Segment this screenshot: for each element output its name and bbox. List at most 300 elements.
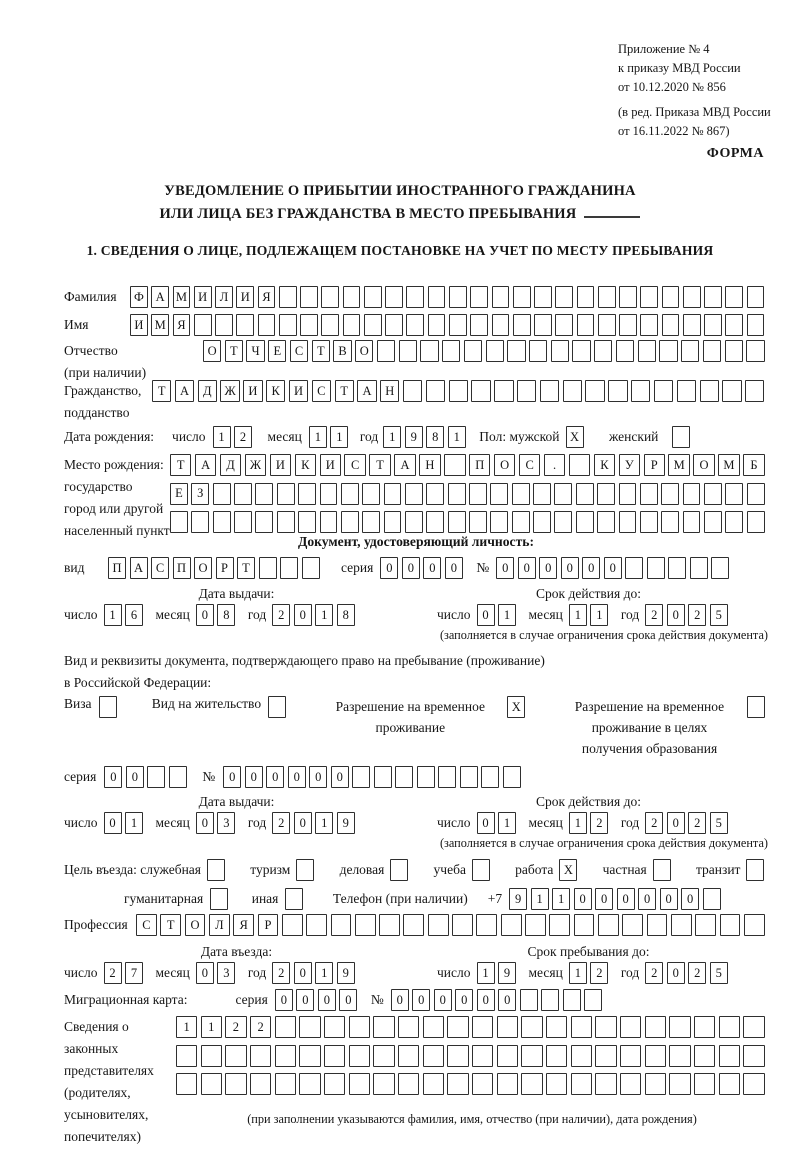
form-cell[interactable]: [694, 1016, 715, 1038]
form-cell[interactable]: [597, 511, 615, 533]
purpose-official-checkbox[interactable]: [207, 859, 229, 881]
form-cell[interactable]: 0: [294, 962, 312, 984]
form-cell[interactable]: 0: [423, 557, 441, 579]
form-cell[interactable]: [620, 1073, 641, 1095]
form-cell[interactable]: И: [270, 454, 291, 476]
form-cell[interactable]: [215, 314, 233, 336]
form-cell[interactable]: [300, 314, 318, 336]
form-cell[interactable]: [398, 1045, 419, 1067]
permit-issue-year-field[interactable]: [272, 812, 358, 834]
form-cell[interactable]: [490, 483, 508, 505]
form-cell[interactable]: 0: [309, 766, 327, 788]
form-cell[interactable]: О: [494, 454, 515, 476]
form-cell[interactable]: [744, 914, 765, 936]
residence-permit-checkbox[interactable]: [268, 696, 290, 718]
form-cell[interactable]: [449, 314, 467, 336]
form-cell[interactable]: 0: [496, 557, 514, 579]
form-cell[interactable]: 0: [604, 557, 622, 579]
form-cell[interactable]: [662, 286, 680, 308]
form-cell[interactable]: [384, 511, 402, 533]
guardians-field-2[interactable]: [176, 1045, 768, 1067]
form-cell[interactable]: 0: [196, 812, 214, 834]
patronymic-field[interactable]: [203, 340, 768, 362]
form-cell[interactable]: Р: [216, 557, 234, 579]
form-cell[interactable]: 2: [688, 812, 706, 834]
form-cell[interactable]: [225, 1045, 246, 1067]
form-cell[interactable]: 0: [667, 962, 685, 984]
form-cell[interactable]: 0: [196, 962, 214, 984]
form-cell[interactable]: [513, 286, 531, 308]
form-cell[interactable]: 3: [217, 812, 235, 834]
form-cell[interactable]: X: [507, 696, 525, 718]
form-cell[interactable]: 1: [315, 604, 333, 626]
form-cell[interactable]: 0: [294, 812, 312, 834]
form-cell[interactable]: [747, 483, 765, 505]
form-cell[interactable]: 0: [434, 989, 452, 1011]
form-cell[interactable]: 0: [339, 989, 357, 1011]
form-cell[interactable]: [442, 340, 460, 362]
form-cell[interactable]: М: [718, 454, 739, 476]
form-cell[interactable]: П: [108, 557, 126, 579]
form-cell[interactable]: [551, 340, 569, 362]
form-cell[interactable]: .: [544, 454, 565, 476]
form-cell[interactable]: [645, 1016, 666, 1038]
form-cell[interactable]: 0: [498, 989, 516, 1011]
form-cell[interactable]: [571, 1016, 592, 1038]
form-cell[interactable]: [364, 286, 382, 308]
form-cell[interactable]: [681, 340, 699, 362]
form-cell[interactable]: [385, 314, 403, 336]
purpose-transit-checkbox[interactable]: [746, 859, 768, 881]
form-cell[interactable]: [640, 314, 658, 336]
form-cell[interactable]: [620, 1016, 641, 1038]
form-cell[interactable]: [438, 766, 456, 788]
surname-field[interactable]: [130, 286, 768, 308]
form-cell[interactable]: [725, 340, 743, 362]
form-cell[interactable]: [213, 511, 231, 533]
form-cell[interactable]: [719, 1073, 740, 1095]
form-cell[interactable]: [722, 380, 741, 402]
form-cell[interactable]: [555, 314, 573, 336]
form-cell[interactable]: [546, 1016, 567, 1038]
form-cell[interactable]: [403, 914, 424, 936]
form-cell[interactable]: [377, 340, 395, 362]
form-cell[interactable]: [683, 286, 701, 308]
form-cell[interactable]: [331, 914, 352, 936]
form-cell[interactable]: Т: [225, 340, 243, 362]
form-cell[interactable]: А: [151, 286, 169, 308]
form-cell[interactable]: 0: [223, 766, 241, 788]
form-cell[interactable]: 0: [391, 989, 409, 1011]
form-cell[interactable]: [417, 766, 435, 788]
form-cell[interactable]: О: [194, 557, 212, 579]
form-cell[interactable]: [704, 483, 722, 505]
form-cell[interactable]: [471, 380, 490, 402]
form-cell[interactable]: 8: [426, 426, 444, 448]
form-cell[interactable]: [259, 557, 277, 579]
form-cell[interactable]: [747, 314, 765, 336]
form-cell[interactable]: [280, 557, 298, 579]
form-cell[interactable]: Н: [419, 454, 440, 476]
form-cell[interactable]: [541, 989, 559, 1011]
entry-day-field[interactable]: [104, 962, 147, 984]
form-cell[interactable]: 0: [477, 989, 495, 1011]
form-cell[interactable]: З: [191, 483, 209, 505]
purpose-private-checkbox[interactable]: [653, 859, 675, 881]
form-cell[interactable]: [653, 859, 671, 881]
form-cell[interactable]: [597, 483, 615, 505]
temp-residence-checkbox[interactable]: [507, 696, 529, 718]
purpose-tourism-checkbox[interactable]: [296, 859, 318, 881]
form-cell[interactable]: [662, 314, 680, 336]
form-cell[interactable]: К: [266, 380, 285, 402]
form-cell[interactable]: [464, 340, 482, 362]
form-cell[interactable]: Р: [644, 454, 665, 476]
form-cell[interactable]: [447, 1073, 468, 1095]
form-cell[interactable]: М: [173, 286, 191, 308]
form-cell[interactable]: [703, 340, 721, 362]
form-cell[interactable]: [472, 1016, 493, 1038]
form-cell[interactable]: [99, 696, 117, 718]
form-cell[interactable]: [423, 1073, 444, 1095]
form-cell[interactable]: 0: [667, 812, 685, 834]
form-cell[interactable]: [595, 1073, 616, 1095]
form-cell[interactable]: 8: [337, 604, 355, 626]
form-cell[interactable]: [449, 286, 467, 308]
guardians-field-3[interactable]: [176, 1073, 768, 1095]
form-cell[interactable]: [631, 380, 650, 402]
form-cell[interactable]: [476, 914, 497, 936]
form-cell[interactable]: 1: [590, 604, 608, 626]
permit-series-field[interactable]: [104, 766, 190, 788]
form-cell[interactable]: [299, 1073, 320, 1095]
form-cell[interactable]: [577, 314, 595, 336]
form-cell[interactable]: [395, 766, 413, 788]
form-cell[interactable]: [299, 1045, 320, 1067]
form-cell[interactable]: [362, 511, 380, 533]
form-cell[interactable]: [406, 314, 424, 336]
form-cell[interactable]: [399, 340, 417, 362]
form-cell[interactable]: [225, 1073, 246, 1095]
form-cell[interactable]: [299, 1016, 320, 1038]
form-cell[interactable]: 1: [569, 812, 587, 834]
form-cell[interactable]: 1: [448, 426, 466, 448]
form-cell[interactable]: [669, 1016, 690, 1038]
form-cell[interactable]: 0: [126, 766, 144, 788]
form-cell[interactable]: 0: [104, 766, 122, 788]
form-cell[interactable]: [320, 511, 338, 533]
form-cell[interactable]: [428, 286, 446, 308]
form-cell[interactable]: 0: [477, 604, 495, 626]
sex-female-checkbox[interactable]: [672, 426, 694, 448]
form-cell[interactable]: [517, 380, 536, 402]
form-cell[interactable]: [616, 340, 634, 362]
form-cell[interactable]: [398, 1016, 419, 1038]
form-cell[interactable]: [571, 1045, 592, 1067]
form-cell[interactable]: [501, 914, 522, 936]
form-cell[interactable]: [572, 340, 590, 362]
form-cell[interactable]: И: [194, 286, 212, 308]
form-cell[interactable]: [343, 286, 361, 308]
form-cell[interactable]: И: [130, 314, 148, 336]
form-cell[interactable]: [236, 314, 254, 336]
doc-valid-month-field[interactable]: [569, 604, 612, 626]
form-cell[interactable]: К: [594, 454, 615, 476]
form-cell[interactable]: 0: [660, 888, 678, 910]
form-cell[interactable]: [403, 380, 422, 402]
form-cell[interactable]: [720, 914, 741, 936]
form-cell[interactable]: [549, 914, 570, 936]
form-cell[interactable]: Т: [312, 340, 330, 362]
form-cell[interactable]: [640, 286, 658, 308]
form-cell[interactable]: [647, 557, 665, 579]
entry-year-field[interactable]: [272, 962, 358, 984]
form-cell[interactable]: [625, 557, 643, 579]
form-cell[interactable]: [449, 380, 468, 402]
form-cell[interactable]: [725, 314, 743, 336]
form-cell[interactable]: [324, 1045, 345, 1067]
form-cell[interactable]: Т: [160, 914, 181, 936]
birth-month-field[interactable]: [309, 426, 352, 448]
form-cell[interactable]: [341, 483, 359, 505]
form-cell[interactable]: [622, 914, 643, 936]
form-cell[interactable]: Ж: [245, 454, 266, 476]
form-cell[interactable]: [258, 314, 276, 336]
form-cell[interactable]: А: [195, 454, 216, 476]
form-cell[interactable]: [349, 1045, 370, 1067]
form-cell[interactable]: Е: [268, 340, 286, 362]
doc-valid-day-field[interactable]: [477, 604, 520, 626]
form-cell[interactable]: 1: [125, 812, 143, 834]
form-cell[interactable]: [529, 340, 547, 362]
form-cell[interactable]: 5: [710, 604, 728, 626]
form-cell[interactable]: 0: [518, 557, 536, 579]
form-cell[interactable]: 1: [315, 962, 333, 984]
form-cell[interactable]: О: [203, 340, 221, 362]
form-cell[interactable]: [277, 511, 295, 533]
form-cell[interactable]: [282, 914, 303, 936]
form-cell[interactable]: 6: [125, 604, 143, 626]
form-cell[interactable]: Н: [380, 380, 399, 402]
doc-number-field[interactable]: [496, 557, 733, 579]
form-cell[interactable]: 2: [234, 426, 252, 448]
form-cell[interactable]: [569, 454, 590, 476]
form-cell[interactable]: Л: [209, 914, 230, 936]
form-cell[interactable]: 8: [217, 604, 235, 626]
form-cell[interactable]: [352, 766, 370, 788]
form-cell[interactable]: [747, 286, 765, 308]
form-cell[interactable]: [608, 380, 627, 402]
form-cell[interactable]: [534, 286, 552, 308]
form-cell[interactable]: 1: [176, 1016, 197, 1038]
form-cell[interactable]: [406, 286, 424, 308]
form-cell[interactable]: [444, 454, 465, 476]
phone-field[interactable]: [509, 888, 724, 910]
form-cell[interactable]: [472, 859, 490, 881]
form-cell[interactable]: [743, 1073, 764, 1095]
form-cell[interactable]: 1: [498, 812, 516, 834]
form-cell[interactable]: 1: [569, 962, 587, 984]
form-cell[interactable]: [694, 1045, 715, 1067]
form-cell[interactable]: [533, 483, 551, 505]
form-cell[interactable]: 2: [225, 1016, 246, 1038]
form-cell[interactable]: 0: [667, 604, 685, 626]
form-cell[interactable]: 5: [710, 812, 728, 834]
permit-issue-month-field[interactable]: [196, 812, 239, 834]
form-cell[interactable]: [423, 1045, 444, 1067]
form-cell[interactable]: 5: [710, 962, 728, 984]
form-cell[interactable]: [405, 511, 423, 533]
form-cell[interactable]: [349, 1073, 370, 1095]
form-cell[interactable]: 9: [337, 812, 355, 834]
form-cell[interactable]: [577, 286, 595, 308]
form-cell[interactable]: 0: [196, 604, 214, 626]
form-cell[interactable]: 2: [590, 962, 608, 984]
form-cell[interactable]: [268, 696, 286, 718]
form-cell[interactable]: [647, 914, 668, 936]
form-cell[interactable]: [469, 483, 487, 505]
permit-issue-day-field[interactable]: [104, 812, 147, 834]
form-cell[interactable]: А: [394, 454, 415, 476]
form-cell[interactable]: [426, 380, 445, 402]
form-cell[interactable]: 1: [498, 604, 516, 626]
form-cell[interactable]: [481, 766, 499, 788]
form-cell[interactable]: И: [243, 380, 262, 402]
form-cell[interactable]: [669, 1045, 690, 1067]
form-cell[interactable]: Д: [198, 380, 217, 402]
form-cell[interactable]: [447, 1016, 468, 1038]
purpose-study-checkbox[interactable]: [472, 859, 494, 881]
form-cell[interactable]: Т: [237, 557, 255, 579]
form-cell[interactable]: [349, 1016, 370, 1038]
form-cell[interactable]: [640, 483, 658, 505]
form-cell[interactable]: [426, 511, 444, 533]
form-cell[interactable]: [563, 380, 582, 402]
form-cell[interactable]: [512, 483, 530, 505]
form-cell[interactable]: Е: [170, 483, 188, 505]
form-cell[interactable]: [296, 859, 314, 881]
doc-series-field[interactable]: [380, 557, 466, 579]
form-cell[interactable]: [169, 766, 187, 788]
entry-month-field[interactable]: [196, 962, 239, 984]
birth-place-field-3[interactable]: [170, 511, 768, 533]
form-cell[interactable]: [213, 483, 231, 505]
form-cell[interactable]: [298, 511, 316, 533]
form-cell[interactable]: [534, 314, 552, 336]
form-cell[interactable]: С: [136, 914, 157, 936]
form-cell[interactable]: 1: [213, 426, 231, 448]
form-cell[interactable]: [492, 286, 510, 308]
form-cell[interactable]: [585, 380, 604, 402]
form-cell[interactable]: [494, 380, 513, 402]
form-cell[interactable]: 1: [531, 888, 549, 910]
form-cell[interactable]: Р: [258, 914, 279, 936]
form-cell[interactable]: Я: [173, 314, 191, 336]
form-cell[interactable]: [704, 314, 722, 336]
stay-year-field[interactable]: [645, 962, 731, 984]
form-cell[interactable]: [683, 483, 701, 505]
form-cell[interactable]: 9: [498, 962, 516, 984]
form-cell[interactable]: [250, 1073, 271, 1095]
form-cell[interactable]: [384, 483, 402, 505]
form-cell[interactable]: И: [289, 380, 308, 402]
form-cell[interactable]: [540, 380, 559, 402]
form-cell[interactable]: [472, 1045, 493, 1067]
form-cell[interactable]: [725, 286, 743, 308]
stay-month-field[interactable]: [569, 962, 612, 984]
form-cell[interactable]: [619, 511, 637, 533]
permit-valid-year-field[interactable]: [645, 812, 731, 834]
form-cell[interactable]: [426, 483, 444, 505]
form-cell[interactable]: 0: [574, 888, 592, 910]
form-cell[interactable]: 0: [288, 766, 306, 788]
form-cell[interactable]: [470, 314, 488, 336]
form-cell[interactable]: [191, 511, 209, 533]
form-cell[interactable]: [719, 1045, 740, 1067]
form-cell[interactable]: [598, 286, 616, 308]
form-cell[interactable]: [448, 511, 466, 533]
form-cell[interactable]: [460, 766, 478, 788]
form-cell[interactable]: [300, 286, 318, 308]
profession-field[interactable]: [136, 914, 768, 936]
form-cell[interactable]: 1: [569, 604, 587, 626]
form-cell[interactable]: [520, 989, 538, 1011]
form-cell[interactable]: [694, 1073, 715, 1095]
form-cell[interactable]: [341, 511, 359, 533]
form-cell[interactable]: [521, 1016, 542, 1038]
form-cell[interactable]: [285, 888, 303, 910]
form-cell[interactable]: [302, 557, 320, 579]
form-cell[interactable]: 2: [645, 812, 663, 834]
form-cell[interactable]: П: [469, 454, 490, 476]
form-cell[interactable]: [405, 483, 423, 505]
form-cell[interactable]: [448, 483, 466, 505]
form-cell[interactable]: [598, 314, 616, 336]
form-cell[interactable]: [279, 314, 297, 336]
form-cell[interactable]: [176, 1045, 197, 1067]
form-cell[interactable]: [594, 340, 612, 362]
form-cell[interactable]: [555, 286, 573, 308]
birth-day-field[interactable]: [213, 426, 256, 448]
doc-issue-month-field[interactable]: [196, 604, 239, 626]
form-cell[interactable]: 2: [645, 604, 663, 626]
form-cell[interactable]: [598, 914, 619, 936]
form-cell[interactable]: [704, 286, 722, 308]
form-cell[interactable]: 0: [455, 989, 473, 1011]
form-cell[interactable]: [201, 1045, 222, 1067]
form-cell[interactable]: [512, 511, 530, 533]
visa-checkbox[interactable]: [99, 696, 121, 718]
form-cell[interactable]: [619, 483, 637, 505]
form-cell[interactable]: 1: [104, 604, 122, 626]
form-cell[interactable]: [563, 989, 581, 1011]
form-cell[interactable]: [275, 1016, 296, 1038]
temp-residence-edu-checkbox[interactable]: [747, 696, 769, 718]
form-cell[interactable]: 9: [337, 962, 355, 984]
form-cell[interactable]: [201, 1073, 222, 1095]
form-cell[interactable]: [574, 914, 595, 936]
migration-series-field[interactable]: [275, 989, 361, 1011]
purpose-work-checkbox[interactable]: [559, 859, 581, 881]
form-cell[interactable]: [428, 314, 446, 336]
form-cell[interactable]: [640, 511, 658, 533]
form-cell[interactable]: О: [185, 914, 206, 936]
form-cell[interactable]: [497, 1045, 518, 1067]
birth-year-field[interactable]: [383, 426, 469, 448]
form-cell[interactable]: [671, 914, 692, 936]
form-cell[interactable]: 0: [582, 557, 600, 579]
form-cell[interactable]: [704, 511, 722, 533]
